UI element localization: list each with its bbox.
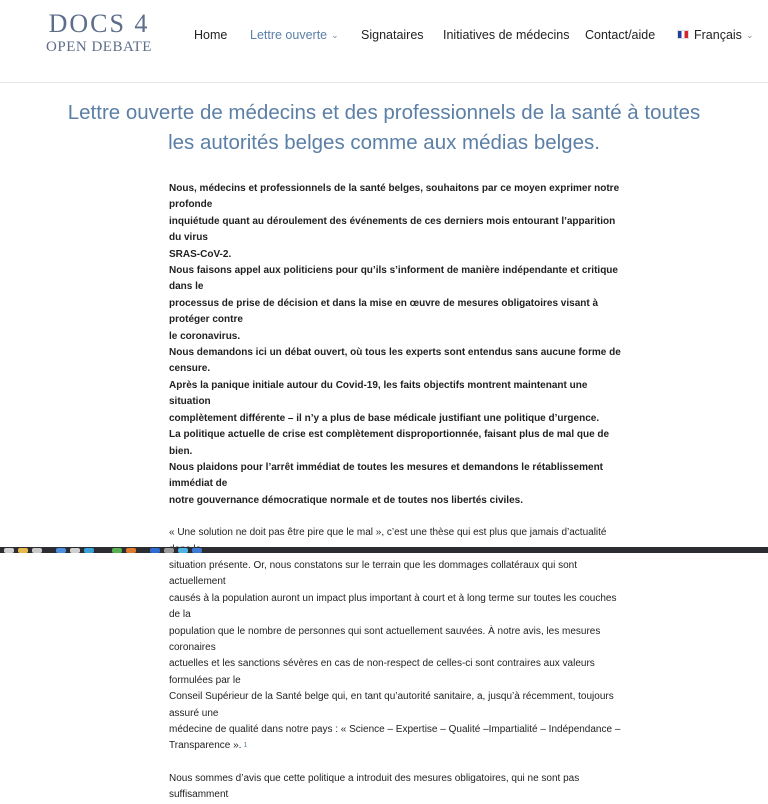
page-title: Lettre ouverte de médecins et des professionnels de la santé à toutes les autorités belges comme aux médias belges. [67, 101, 701, 154]
nav-contact[interactable] [585, 28, 655, 42]
body-line [169, 738, 629, 754]
nav-label: Français [694, 28, 742, 42]
intro-line: complètement différente – il n’y a plus de base médicale justifiant une politique d’urgence. [169, 412, 600, 424]
article-content [169, 181, 629, 804]
logo-line-1: DOCS 4 [48, 9, 150, 38]
intro-line: Nous demandons ici un débat ouvert, où tous les experts sont entendus sans aucune forme de censure. [169, 347, 621, 375]
intro-block [169, 181, 629, 509]
app-icon[interactable] [112, 548, 122, 553]
intro-line: Nous, médecins et professionnels de la santé belges, souhaitons par ce moyen exprimer notre profonde [169, 183, 620, 211]
app-icon[interactable] [126, 548, 136, 553]
nav-label: Initiatives de médecins [443, 28, 570, 42]
nav-signataires[interactable] [361, 28, 424, 42]
app-icon[interactable] [164, 548, 174, 553]
app-icon[interactable] [192, 548, 202, 553]
nav-label: Signataires [361, 28, 424, 42]
os-taskbar [0, 547, 768, 553]
body-line-text: Transparence ». [169, 740, 242, 752]
app-icon[interactable] [84, 548, 94, 553]
body-line: « Une solution ne doit pas être pire que le mal », c’est une thèse qui est plus que jamais d’actualité [169, 527, 607, 539]
intro-line: Après la panique initiale autour du Covid-19, les faits objectifs montrent maintenant une situation [169, 379, 588, 408]
intro-line: notre gouvernance démocratique normale et de toutes nos libertés civiles. [169, 494, 523, 506]
body-line: population que le nombre de personnes qui sont actuellement sauvées. À notre avis, les mesures coronaires [169, 625, 601, 653]
app-icon[interactable] [32, 548, 42, 553]
nav-home[interactable] [194, 28, 227, 42]
chevron-down-icon: ⌄ [745, 30, 754, 40]
nav-language[interactable] [677, 28, 753, 42]
intro-line: inquiétude quant au déroulement des événements de ces derniers mois entourant l’apparition du virus [169, 215, 616, 244]
fr-flag-icon [677, 30, 689, 39]
browser-icon[interactable] [56, 548, 66, 553]
body-line: actuelles et les sanctions sévères en cas de non-respect de celles-ci sont contraires aux valeurs formulées par le [169, 658, 595, 686]
intro-line: SRAS-CoV-2. [169, 248, 232, 260]
body-line: Conseil Supérieur de la Santé belge qui, en tant qu’autorité sanitaire, a, jusqu’à récemment, toujours assuré une [169, 691, 614, 719]
paragraph-gap [169, 755, 629, 771]
site-header [0, 0, 768, 83]
nav-label: Home [194, 28, 228, 42]
nav-initiatives[interactable] [443, 28, 569, 42]
app-icon[interactable] [150, 548, 160, 553]
intro-line: Nous plaidons pour l’arrêt immédiat de toutes les mesures et demandons le rétablissement immédiat de [169, 461, 604, 490]
chevron-down-icon: ⌄ [331, 30, 339, 40]
start-icon[interactable] [4, 548, 14, 553]
body-line: causés à la population auront un impact plus important à court et à long terme sur toutes les couches de la [169, 592, 617, 621]
app-icon[interactable] [178, 548, 188, 553]
paragraph-gap [169, 509, 629, 525]
logo-line-2: OPEN DEBATE [46, 39, 152, 55]
nav-label: Contact/aide [585, 28, 656, 42]
nav-label: Lettre ouverte [250, 28, 328, 42]
body-line: médecine de qualité dans notre pays : « Science – Expertise – Qualité –Impartialité – Indépendance – [169, 724, 621, 735]
body-paragraph [169, 525, 629, 755]
intro-line: processus de prise de décision et dans la mise en œuvre de mesures obligatoires visant à protéger contre [169, 297, 599, 326]
body-line-cutoff: Nous sommes d’avis que cette politique a introduit des mesures obligatoires, qui ne sont pas suffisamment [169, 772, 580, 801]
intro-line: Nous faisons appel aux politiciens pour qu’ils s’informent de manière indépendante et critique dans le [169, 265, 618, 293]
folder-icon[interactable] [18, 548, 28, 553]
app-icon[interactable] [70, 548, 80, 553]
intro-line: La politique actuelle de crise est complètement disproportionnée, faisant plus de mal que de bien. [169, 429, 610, 457]
site-logo[interactable] [44, 9, 154, 56]
intro-line: le coronavirus. [169, 330, 241, 342]
body-line: situation présente. Or, nous constatons sur le terrain que les dommages collatéraux qui sont actuellement [169, 559, 578, 588]
footnote-link[interactable]: 1 [243, 742, 248, 750]
nav-lettre-ouverte[interactable] [250, 28, 339, 42]
